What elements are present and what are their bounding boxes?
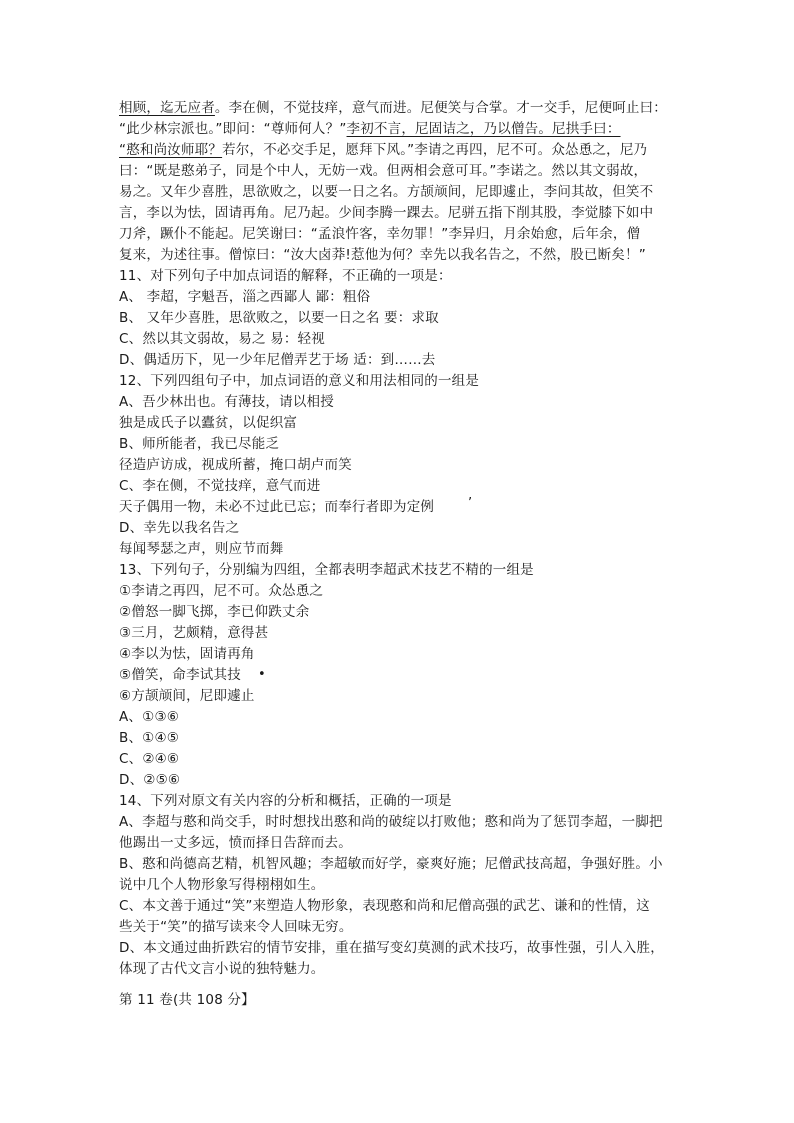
passage-line: 言，李以为怯，固请再角。尼乃起。少间李腾一踝去。尼骈五指下削其股，李觉膝下如中 xyxy=(119,205,654,221)
question-12-stem: 12、下列四组句子中，加点词语的意义和用法相同的一组是 xyxy=(119,373,480,389)
passage-line: 复来，为述往事。僧惊曰：“汝大卤莽!惹他为何？幸先以我名告之，不然，股已断矣！” xyxy=(119,247,646,263)
q14-line: 体现了古代文言小说的独特魅力。 xyxy=(119,961,325,977)
q11-option-d: D、偶适历下，见一少年尼僧弄艺于场 适：到……去 xyxy=(119,352,436,368)
passage-line: “憨和尚汝师耶？若尔，不必交手足，愿拜下风。”李请之再四，尼不可。众怂恿之，尼乃 xyxy=(119,142,648,158)
question-11-stem: 11、对下列句子中加点词语的解释，不正确的一项是： xyxy=(119,268,452,284)
q12-line: B、师所能者，我已尽能乏 xyxy=(119,436,280,452)
q12-line: D、幸先以我名告之 xyxy=(119,520,240,536)
q11-option-b: B、 又年少喜胜，思欲败之，以要一日之名 要：求取 xyxy=(119,310,439,326)
q11-option-a: A、 李超，字魁吾，淄之西鄙人 鄙：粗俗 xyxy=(119,289,371,305)
q14-line: B、憨和尚德高艺精，机智风趣；李超敏而好学，豪爽好施；尼僧武技高超，争强好胜。小 xyxy=(119,856,663,872)
q12-line: C、李在侧，不觉技痒，意气而进 xyxy=(119,478,321,494)
q13-item: ②僧怒一脚飞掷，李已仰跌丈余 xyxy=(119,604,310,620)
underlined-phrase: “憨和尚汝师耶？ xyxy=(119,142,223,158)
q14-line: C、本文善于通过“笑”来塑造人物形象，表现憨和尚和尼僧高强的武艺、谦和的性情，这 xyxy=(119,898,650,914)
q13-option-c: C、②④⑥ xyxy=(119,751,180,767)
q14-line: 些关于“笑”的描写读来令人回味无穷。 xyxy=(119,919,353,935)
q12-line: 天子偶用一物，未必不过此已忘；而奉行者即为定例 xyxy=(119,499,435,515)
passage-line: 刀斧，蹶仆不能起。尼笑谢曰：“孟浪忤客，幸勿罪！”李异归，月余始愈，后年余，僧 xyxy=(119,226,641,242)
underlined-phrase: 相顾，迄无应者 xyxy=(119,100,215,116)
stray-mark: • xyxy=(258,667,266,682)
q12-line: 独是成氏子以蠹贫，以促织富 xyxy=(119,415,298,431)
q13-item: ⑤僧笑，命李试其技 xyxy=(119,667,241,683)
q13-option-d: D、②⑤⑥ xyxy=(119,772,181,788)
q13-item: ④李以为怯，固请再角 xyxy=(119,646,255,662)
q12-line: 径造庐访成，视成所蓄，掩口胡卢而笑 xyxy=(119,457,352,473)
q13-option-b: B、①④⑤ xyxy=(119,730,180,746)
passage-line: 曰：“既是憨弟子，同是个中人，无妨一戏。但两相会意可耳。”李诺之。然以其文弱故， xyxy=(119,163,648,179)
underlined-phrase: 李初不言，尼固诘之，乃以僧告。尼拱手曰： xyxy=(346,121,621,137)
q13-option-a: A、①③⑥ xyxy=(119,709,180,725)
q13-item: ③三月，艺颇精，意得甚 xyxy=(119,625,269,641)
q11-option-c: C、然以其文弱故，易之 易：轻视 xyxy=(119,331,325,347)
q13-item: ①李请之再四，尼不可。众怂恿之 xyxy=(119,583,324,599)
stray-mark: ’ xyxy=(468,496,473,511)
q12-line: 每闻琴瑟之声，则应节而舞 xyxy=(119,541,284,557)
passage-line: “此少林宗派也。”即问：“尊师何人？”李初不言，尼固诘之，乃以僧告。尼拱手曰： xyxy=(119,121,621,137)
q14-line: A、李超与憨和尚交手，时时想找出憨和尚的破绽以打败他；憨和尚为了惩罚李超，一脚把 xyxy=(119,814,663,830)
q14-line: 他踢出一丈多远，愤而择日告辞而去。 xyxy=(119,835,352,851)
q14-line: 说中几个人物形象写得栩栩如生。 xyxy=(119,877,325,893)
q13-item: ⑥方颉颃间，尼即遽止 xyxy=(119,688,255,704)
q12-line: A、吾少林出也。有薄技，请以相授 xyxy=(119,394,334,410)
passage-line: 相顾，迄无应者。李在侧，不觉技痒，意气而进。尼便笑与合掌。才一交手，尼便呵止曰： xyxy=(119,100,668,116)
question-13-stem: 13、下列句子，分别编为四组，全都表明李超武术技艺不精的一组是 xyxy=(119,562,534,578)
q14-line: D、本文通过曲折跌宕的情节安排，重在描写变幻莫测的武术技巧，故事性强，引人入胜， xyxy=(119,940,664,956)
passage-line: 易之。又年少喜胜，思欲败之，以要一日之名。方颉颃间，尼即遽止，李问其故，但笑不 xyxy=(119,184,654,200)
section-heading: 第 11 卷(共 108 分】 xyxy=(119,992,255,1008)
question-14-stem: 14、下列对原文有关内容的分析和概括，正确的一项是 xyxy=(119,793,452,809)
